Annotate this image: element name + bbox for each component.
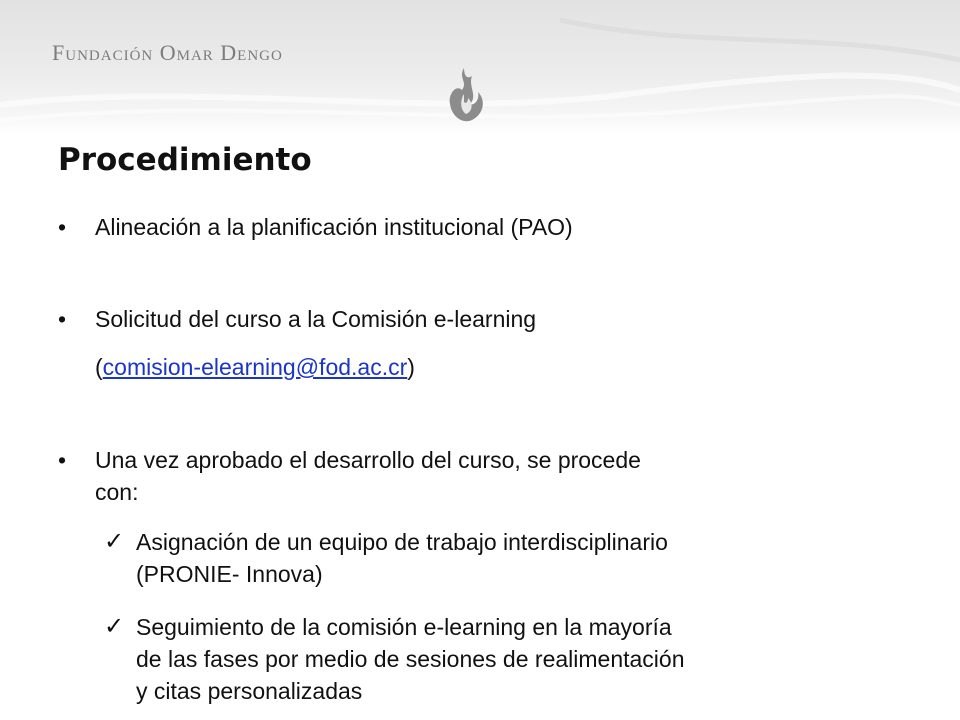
subitem-text: Seguimiento de la comisión e-learning en la mayoría — [136, 614, 672, 640]
bullet-text: con: — [95, 479, 139, 505]
bullet-dot-icon: • — [58, 214, 67, 240]
brand-name: Fundación Omar Dengo — [52, 40, 283, 65]
slide-title: Procedimiento — [58, 142, 312, 178]
checkmark-icon: ✓ — [104, 528, 125, 555]
bullet-text: Una vez aprobado el desarrollo del curso, se procede — [95, 447, 641, 473]
subitem-text: de las fases por medio de sesiones de realimentación — [136, 646, 685, 672]
subitem-text: y citas personalizadas — [136, 678, 363, 704]
email-link[interactable]: comision-elearning@fod.ac.cr — [102, 354, 408, 380]
subitem-text: (PRONIE- Innova) — [136, 561, 323, 587]
checkmark-icon: ✓ — [104, 613, 125, 640]
paren-open: ( — [95, 354, 103, 380]
bullet-text: Alineación a la planificación institucional (PAO) — [95, 214, 573, 240]
bullet-text: Solicitud del curso a la Comisión e-learning — [95, 306, 537, 332]
bullet-dot-icon: • — [58, 306, 67, 332]
bullet-dot-icon: • — [58, 447, 67, 473]
email-line — [95, 351, 415, 383]
subitem-text: Asignación de un equipo de trabajo interdisciplinario — [136, 529, 668, 555]
paren-close: ) — [407, 354, 415, 380]
